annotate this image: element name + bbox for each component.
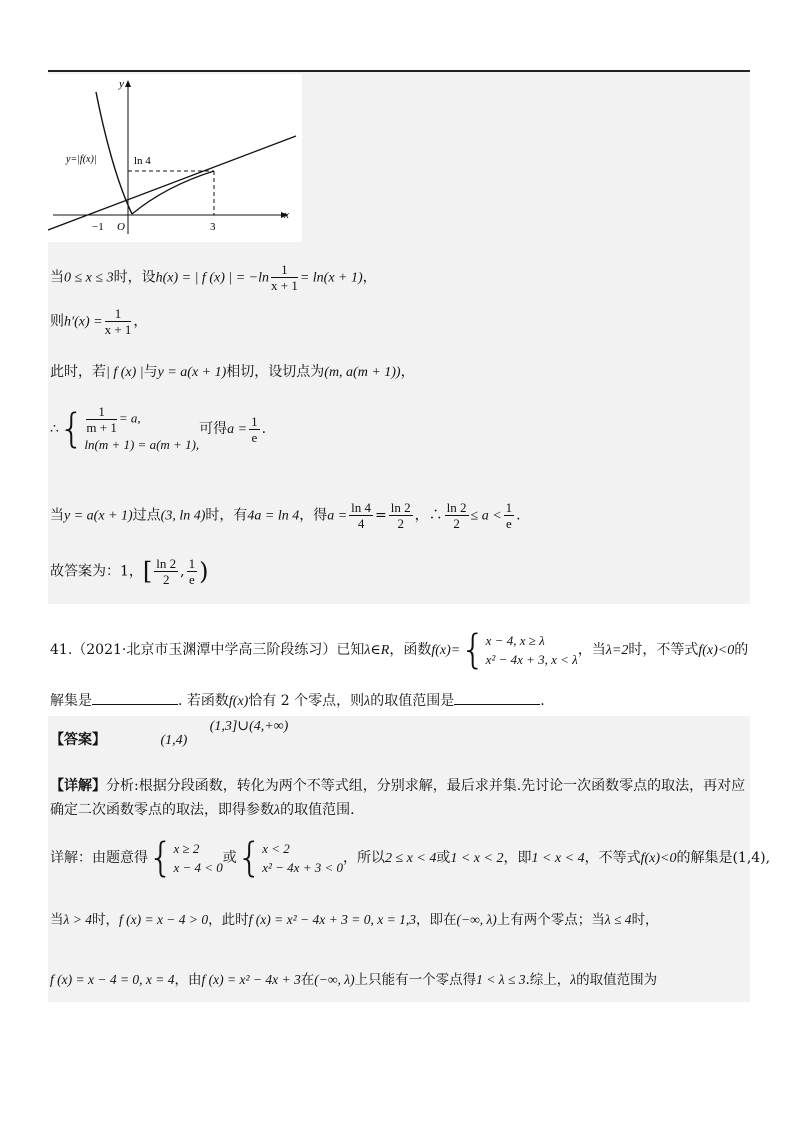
solution-line-5: 当y = a(x + 1)过点(3, ln 4)时，有4a = ln 4，得a = $\frac{\ln 4}{4}$ = $\frac{\ln 2}{2}$ ，∴ $\frac{\ln 2}{2}$ ≤ a < $\frac{1}{e}$ . xyxy=(50,500,521,531)
axis-x-label: x xyxy=(284,209,289,221)
detail-line-5: f (x) = x − 4 = 0, x = 4，由f (x) = x² − 4x + 3在(−∞, λ)上只能有一个零点得1 < λ ≤ 3.综上，λ的取值范围为 xyxy=(50,972,658,988)
ln4-label: ln 4 xyxy=(134,155,151,167)
detail-line-1: 【详解】分析:根据分段函数，转化为两个不等式组，分别求解，最后求并集.先讨论一次函数零点的取法，再对应 xyxy=(50,778,746,794)
detail-line-3: 详解：由题意得{ x ≥ 2 x − 4 < 0 或{ x < 2 x² − 4x + 3 < 0 ，所以2 ≤ x < 4或1 < x < 2，即1 < x < 4，不等式f(x)<0的解集是(1,4), xyxy=(50,835,771,881)
question-41-line-2: 解集是 . 若函数f(x)恰有 2 个零点，则λ的取值范围是 . xyxy=(50,690,545,712)
answer-blank-2[interactable] xyxy=(454,690,540,705)
question-41-line-1: 41.（2021·北京市玉渊潭中学高三阶段练习）已知λ∈R，函数f(x)={ x − 4, x ≥ λ x² − 4x + 3, x < λ ，当λ=2时，不等式f(x)<0的 xyxy=(50,627,749,673)
solution-line-4: ∴{ $\frac{1}{m + 1}$ = a, ln(m + 1) = a(m + 1), 可得a = $\frac{1}{e}$ . xyxy=(50,404,267,452)
answer-line: 【答案】 (1,4) (1,3]∪(4,+∞) xyxy=(50,719,289,748)
answer-blank-1[interactable] xyxy=(92,690,178,705)
detail-line-2: 确定二次函数零点的取法，即得参数λ的取值范围. xyxy=(50,802,355,818)
solution-answer-line: 故答案为：1，[ $\frac{\ln 2}{2}$ , $\frac{1}{e}$ ) xyxy=(50,556,209,587)
curve-label: y=|f(x)| xyxy=(66,154,97,165)
solution-line-1: 当0 ≤ x ≤ 3时，设h(x) = | f (x) | = −ln $\frac{1}{x + 1}$ = ln(x + 1)， xyxy=(50,262,377,293)
axis-y-label: y xyxy=(119,78,124,90)
solution-line-3: 此时，若| f (x) |与y = a(x + 1)相切，设切点为(m, a(m + 1))， xyxy=(50,364,415,380)
function-graph-figure xyxy=(48,74,302,242)
tick-origin: O xyxy=(117,221,125,233)
detail-line-4: 当λ > 4时，f (x) = x − 4 > 0，此时f (x) = x² − 4x + 3 = 0, x = 1,3，即在(−∞, λ)上有两个零点；当λ ≤ 4时， xyxy=(50,912,659,928)
tick-neg1: −1 xyxy=(92,221,104,233)
tick-3: 3 xyxy=(210,221,216,233)
solution-line-2: 则h′(x) = $\frac{1}{x + 1}$ ， xyxy=(50,306,148,337)
